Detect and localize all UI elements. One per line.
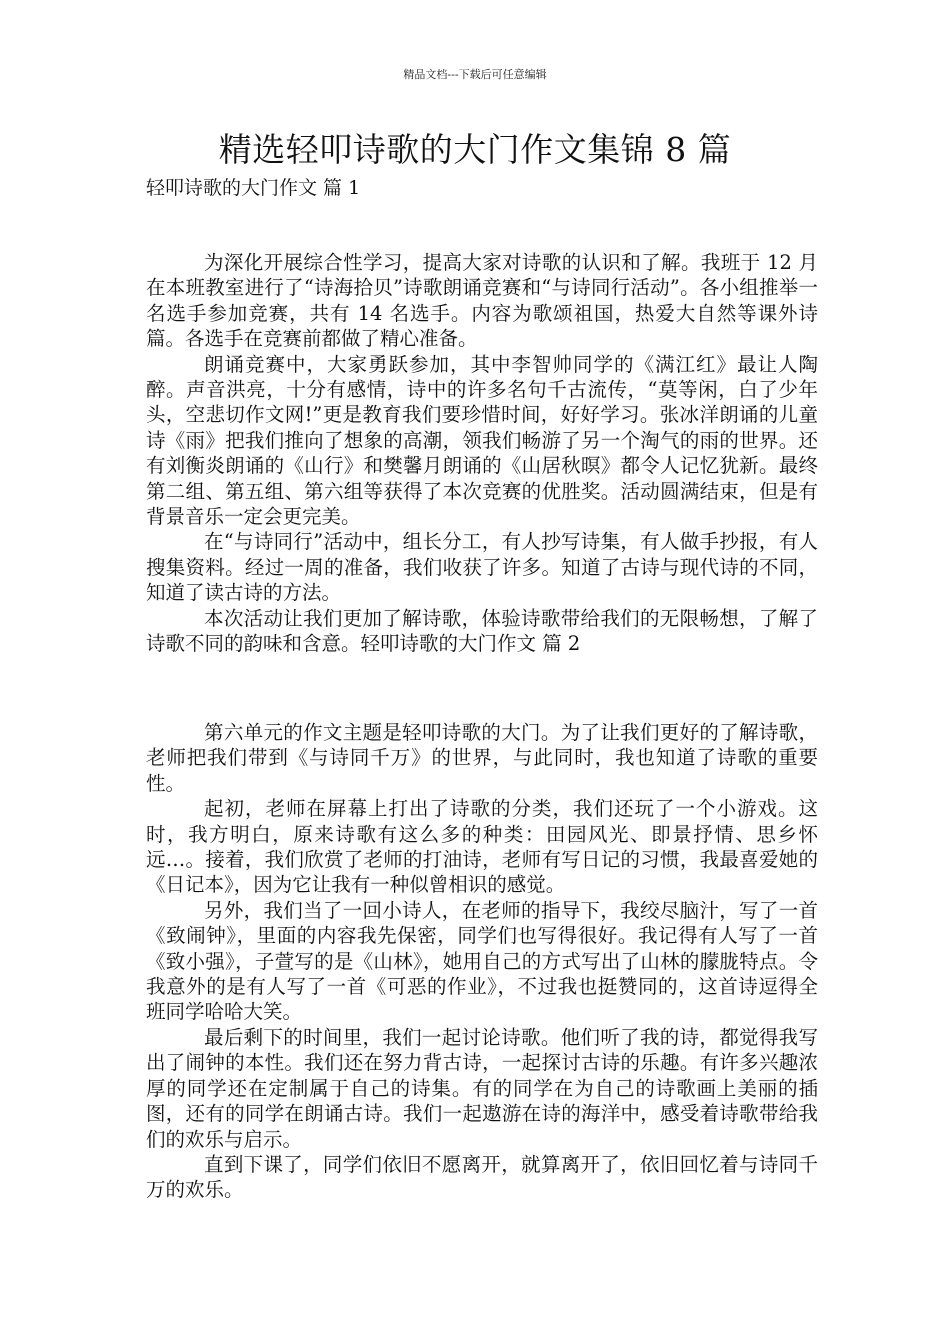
document-title: 精选轻叩诗歌的大门作文集锦 8 篇 <box>218 130 732 169</box>
section-2-paragraph-5: 直到下课了，同学们依旧不愿离开，就算离开了，依旧回忆着与诗同千万的欢乐。 <box>146 1152 818 1202</box>
section-2-body <box>146 720 818 1203</box>
section-1-heading: 轻叩诗歌的大门作文 篇 1 <box>146 177 361 199</box>
section-1-paragraph-1: 为深化开展综合性学习，提高大家对诗歌的认识和了解。我班于 12 月在本班教室进行了“诗海拾贝”诗歌朗诵竞赛和“与诗同行活动”。各小组推举一名选手参加竞赛，共有 14 名选手。内容为歌颂祖国，热爱大自然等课外诗篇。各选手在竞赛前都做了精心准备。 <box>146 251 818 351</box>
section-1-paragraph-4: 本次活动让我们更加了解诗歌，体验诗歌带给我们的无限畅想，了解了诗歌不同的韵味和含意。轻叩诗歌的大门作文 篇 2 <box>146 606 818 656</box>
page-header-note: 精品文档---下载后可任意编辑 <box>403 68 547 81</box>
section-1-body <box>146 250 818 657</box>
section-2-paragraph-2: 起初，老师在屏幕上打出了诗歌的分类，我们还玩了一个小游戏。这时，我方明白，原来诗歌有这么多的种类：田园风光、即景抒情、思乡怀远…。接着，我们欣赏了老师的打油诗，老师有写日记的习惯，我最喜爱她的《日记本》，因为它让我有一种似曾相识的感觉。 <box>146 797 818 897</box>
section-2-paragraph-3: 另外，我们当了一回小诗人，在老师的指导下，我绞尽脑汁，写了一首《致闹钟》，里面的内容我先保密，同学们也写得很好。我记得有人写了一首《致小强》，子萱写的是《山林》，她用自己的方式写出了山林的朦胧特点。令我意外的是有人写了一首《可恶的作业》，不过我也挺赞同的，这首诗逗得全班同学哈哈大笑。 <box>146 898 818 1024</box>
section-2-paragraph-4: 最后剩下的时间里，我们一起讨论诗歌。他们听了我的诗，都觉得我写出了闹钟的本性。我们还在努力背古诗，一起探讨古诗的乐趣。有许多兴趣浓厚的同学还在定制属于自己的诗集。有的同学在为自己的诗歌画上美丽的插图，还有的同学在朗诵古诗。我们一起遨游在诗的海洋中，感受着诗歌带给我们的欢乐与启示。 <box>146 1025 818 1151</box>
section-2-paragraph-1: 第六单元的作文主题是轻叩诗歌的大门。为了让我们更好的了解诗歌，老师把我们带到《与诗同千万》的世界，与此同时，我也知道了诗歌的重要性。 <box>146 721 818 795</box>
section-1-paragraph-2: 朗诵竞赛中，大家勇跃参加，其中李智帅同学的《满江红》最让人陶醉。声音洪亮，十分有感情，诗中的许多名句千古流传，“莫等闲，白了少年头，空悲切作文网!”更是教育我们要珍惜时间，好好学习。张冰洋朗诵的儿童诗《雨》把我们推向了想象的高潮，领我们畅游了另一个淘气的雨的世界。还有刘衡炎朗诵的《山行》和樊馨月朗诵的《山居秋暝》都令人记忆犹新。最终第二组、第五组、第六组等获得了本次竞赛的优胜奖。活动圆满结束，但是有背景音乐一定会更完美。 <box>146 352 818 529</box>
section-1-paragraph-3: 在“与诗同行”活动中，组长分工，有人抄写诗集，有人做手抄报，有人搜集资料。经过一周的准备，我们收获了许多。知道了古诗与现代诗的不同，知道了读古诗的方法。 <box>146 530 818 605</box>
